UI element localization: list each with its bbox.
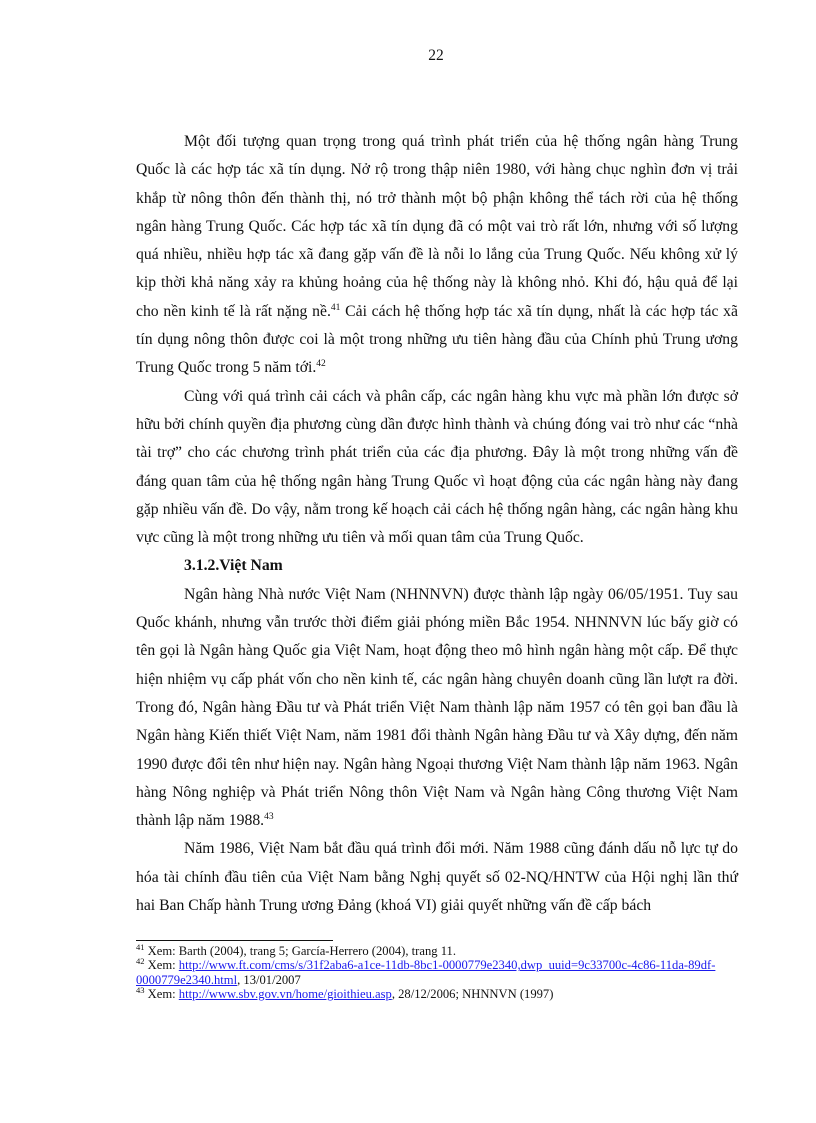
footnote-ref-43[interactable]: 43 (264, 811, 274, 822)
footnote-link-ft[interactable]: http://www.ft.com/cms/s/31f2aba6-a1ce-11db-8bc1-0000779e2340,dwp_uuid=9c33700c-4c86-11da-89df-0000779e2340.html (136, 958, 716, 987)
section-heading: 3.1.2.Việt Nam (184, 557, 283, 575)
paragraph-text: Một đối tượng quan trọng trong quá trình phát triển của hệ thống ngân hàng Trung Quốc là các hợp tác xã tín dụng. Nở rộ trong thập niên 1980, với hàng chục nghìn đơn vị trải khắp từ nông thôn đến thành thị, nó trở thành một bộ phận không thể tách rời của hệ thống ngân hàng Trung Quốc. Các hợp tác xã tín dụng đã có một vai trò rất lớn, nhưng với số lượng quá nhiều, nhiều hợp tác xã đang gặp vấn đề là nỗi lo lắng của Trung Quốc. Nếu không xử lý kịp thời khả năng xảy ra khủng hoảng của hệ thống này là không nhỏ. Khi đó, hậu quả để lại cho nền kinh tế là rất nặng nề. (136, 133, 738, 320)
footnote-41 (136, 941, 738, 958)
footnote-number: 42 (136, 956, 145, 967)
body-text (136, 128, 738, 920)
paragraph-doi-moi: Năm 1986, Việt Nam bắt đầu quá trình đổi mới. Năm 1988 cũng đánh dấu nỗ lực tự do hóa tài chính đầu tiên của Việt Nam bằng Nghị quyết số 02-NQ/HNTW của Hội nghị lần thứ hai Ban Chấp hành Trung ương Đảng (khoá VI) giải quyết những vấn đề cấp bách (136, 840, 738, 915)
footnote-prefix: Xem: (144, 958, 179, 973)
footnote-suffix: , 28/12/2006; NHNNVN (1997) (391, 987, 554, 1002)
footnote-separator (136, 940, 333, 941)
footnote-prefix: Xem: (144, 987, 179, 1002)
footnote-number: 41 (136, 941, 145, 952)
footnote-suffix: , 13/01/2007 (237, 972, 301, 987)
paragraph-text: Ngân hàng Nhà nước Việt Nam (NHNNVN) được thành lập ngày 06/05/1951. Tuy sau Quốc khánh, nhưng vẫn trước thời điểm giải phóng miền Bắc 1954. NHNNVN lúc bấy giờ có tên gọi là Ngân hàng Quốc gia Việt Nam, hoạt động theo mô hình ngân hàng một cấp. Để thực hiện nhiệm vụ cấp phát vốn cho nền kinh tế, các ngân hàng chuyên doanh cũng lần lượt ra đời. Trong đó, Ngân hàng Đầu tư và Phát triển Việt Nam thành lập năm 1957 có tên gọi ban đầu là Ngân hàng Kiến thiết Việt Nam, năm 1981 đổi thành Ngân hàng Đầu tư và Xây dựng, đến năm 1990 được đổi tên như hiện nay. Ngân hàng Ngoại thương Việt Nam thành lập năm 1963. Ngân hàng Nông nghiệp và Phát triển Nông thôn Việt Nam và Ngân hàng Công thương Việt Nam thành lập năm 1988. (136, 585, 738, 830)
footnote-number: 43 (136, 985, 145, 996)
footnote-43 (136, 987, 738, 1001)
footnote-text: Xem: Barth (2004), trang 5; García-Herrero (2004), trang 11. (144, 944, 456, 958)
footnote-link-sbv[interactable]: http://www.sbv.gov.vn/home/gioithieu.asp (178, 987, 392, 1002)
paragraph-credit-cooperatives (136, 128, 738, 383)
paragraph-regional-banks: Cùng với quá trình cải cách và phân cấp, các ngân hàng khu vực mà phần lớn được sở hữu bởi chính quyền địa phương cùng dần được hình thành và chúng đóng vai trò như các “nhà tài trợ” cho các chương trình phát triển của các địa phương. Đây là một trong những vấn đề đáng quan tâm của hệ thống ngân hàng Trung Quốc vì hoạt động của các ngân hàng này đang gặp nhiều vấn đề. Do vậy, nằm trong kế hoạch cải cách hệ thống ngân hàng, các ngân hàng khu vực cũng là một trong những ưu tiên và mối quan tâm của Trung Quốc. (136, 387, 738, 547)
footnote-42 (136, 958, 738, 987)
footnote-ref-42[interactable]: 42 (316, 359, 326, 370)
paragraph-vietnam-banks (136, 581, 738, 836)
paragraph-text: Cải cách hệ thống hợp tác xã tín dụng, nhất là các hợp tác xã tín dụng nông thôn được coi là một trong những ưu tiên hàng đầu của Chính phủ Trung ương Trung Quốc trong 5 năm tới. (136, 302, 738, 377)
footnotes (136, 941, 738, 1002)
page-number: 22 (428, 47, 444, 64)
footnote-ref-41[interactable]: 41 (330, 302, 341, 313)
